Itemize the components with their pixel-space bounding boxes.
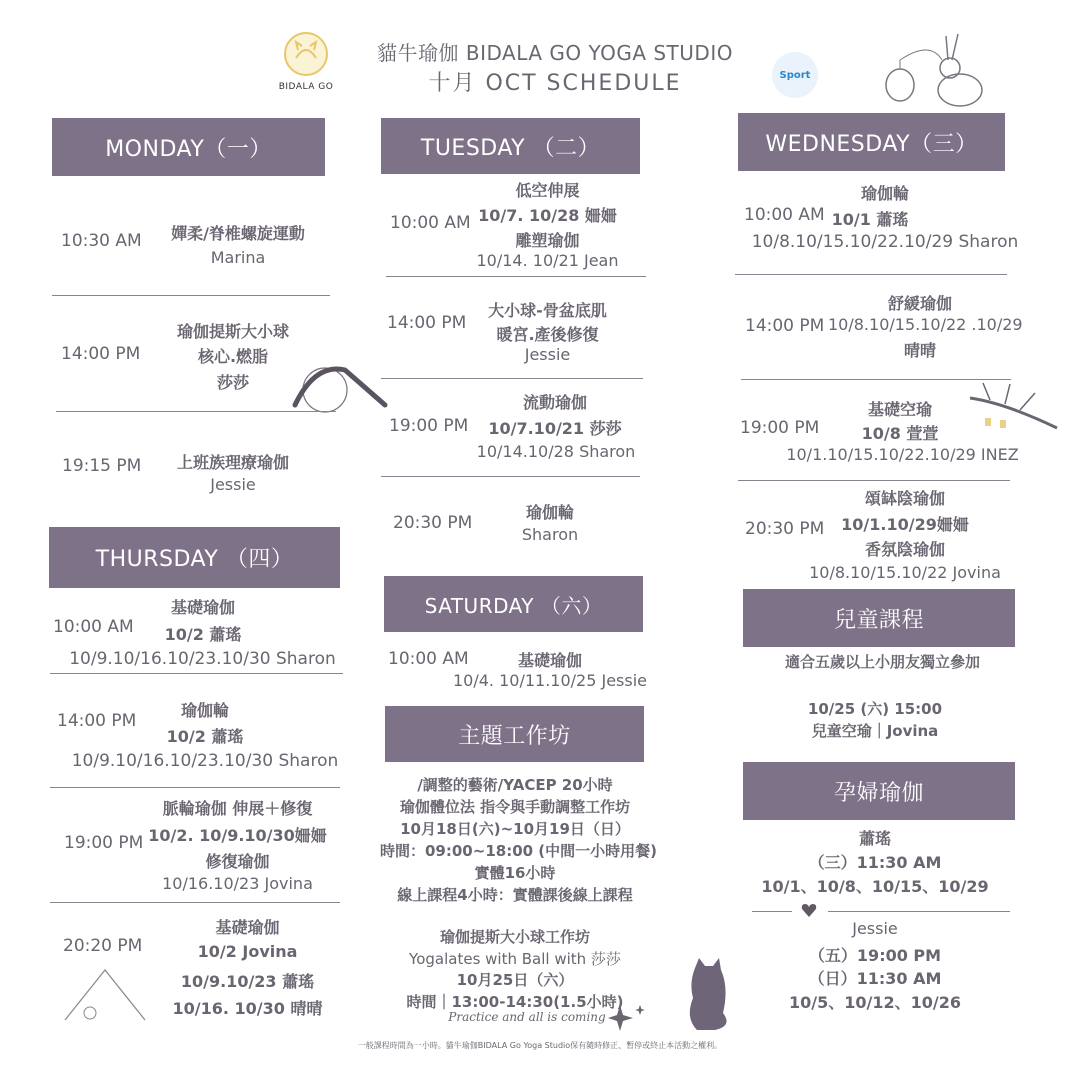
wednesday-class-4-line-4: 10/8.10/15.10/22 Jovina [809, 563, 1001, 582]
workshop-line-5: 實體16小時 [474, 864, 556, 882]
tuesday-class-2-line-2: 暖宮.產後修復 [496, 325, 599, 344]
wednesday-time-1: 10:00 AM [744, 205, 825, 225]
tuesday-class-1-line-1: 低空伸展 [515, 181, 580, 200]
wednesday-divider-1 [735, 274, 1007, 275]
thursday-class-2-line-1: 瑜伽輪 [180, 701, 229, 720]
ball-workshop-line-1: 瑜伽提斯大小球工作坊 [439, 928, 590, 946]
sport-badge [772, 52, 818, 98]
monday-class-1-line-1: 嬋柔/脊椎螺旋運動 [171, 224, 305, 243]
tuesday-divider-2 [381, 378, 643, 379]
tuesday-divider-1 [386, 276, 646, 277]
thursday-class-3-line-1: 脈輪瑜伽 伸展＋修復 [162, 799, 313, 818]
heart-icon [801, 903, 817, 918]
wednesday-class-1-line-1: 瑜伽輪 [860, 184, 909, 203]
monday-class-3-line-2: Jessie [210, 475, 256, 494]
sparkle-icon [608, 1003, 648, 1033]
thursday-class-3-line-3: 修復瑜伽 [205, 852, 270, 871]
tuesday-class-1-line-2: 10/7. 10/28 姍姍 [478, 206, 617, 225]
thursday-time-4: 20:20 PM [63, 936, 143, 956]
tuesday-time-2: 14:00 PM [387, 313, 467, 333]
prenatal-divider-right [828, 911, 1010, 912]
wednesday-class-2-line-1: 舒緩瑜伽 [887, 294, 952, 313]
wednesday-class-4-line-3: 香氛陰瑜伽 [864, 540, 945, 559]
logo-text: BIDALA GO [278, 82, 334, 92]
monday-divider-1 [52, 295, 330, 296]
thursday-time-1: 10:00 AM [53, 617, 134, 637]
saturday-class-1-line-1: 基礎瑜伽 [517, 651, 582, 670]
thursday-time-3: 19:00 PM [64, 833, 144, 853]
monday-class-2-line-2: 核心.燃脂 [197, 347, 269, 366]
tuesday-class-3-line-1: 流動瑜伽 [522, 393, 587, 412]
wednesday-time-2: 14:00 PM [745, 316, 825, 336]
saturday-header: SATURDAY （六） [384, 576, 643, 632]
thursday-header: THURSDAY （四） [49, 527, 340, 588]
thursday-class-1-line-2: 10/2 蕭瑤 [164, 625, 242, 644]
tuesday-time-4: 20:30 PM [393, 513, 473, 533]
schedule-title: 十月 OCT SCHEDULE [428, 71, 682, 96]
prenatal-1-line-3: 10/1、10/8、10/15、10/29 [761, 877, 989, 896]
monday-time-3: 19:15 PM [62, 456, 142, 476]
tuesday-class-3-line-3: 10/14.10/28 Sharon [476, 442, 636, 461]
sport-badge-text: Sport [779, 69, 811, 81]
prenatal-2-line-4: 10/5、10/12、10/26 [789, 993, 961, 1012]
tuesday-class-2-line-3: Jessie [524, 345, 571, 364]
prenatal-header: 孕婦瑜伽 [743, 762, 1015, 820]
studio-title: 貓牛瑜伽 BIDALA GO YOGA STUDIO [377, 41, 733, 65]
workshop-line-3: 10月18日(六)~10月19日（日） [400, 820, 630, 838]
monday-time-2: 14:00 PM [61, 344, 141, 364]
wednesday-class-4-line-2: 10/1.10/29姍姍 [841, 515, 969, 534]
kids-class: 兒童空瑜｜Jovina [811, 722, 939, 740]
thursday-class-2-line-2: 10/2 蕭瑤 [166, 727, 244, 746]
cat-silhouette-icon [685, 958, 735, 1033]
tuesday-time-3: 19:00 PM [389, 416, 469, 436]
prenatal-2-line-3: （日）11:30 AM [808, 969, 942, 988]
thursday-class-4-line-3: 10/9.10/23 蕭瑤 [180, 972, 315, 991]
thursday-class-3-line-4: 10/16.10/23 Jovina [162, 874, 313, 893]
prenatal-1-line-2: （三）11:30 AM [808, 853, 942, 872]
thursday-class-4-line-2: 10/2 Jovina [197, 942, 298, 961]
thursday-class-4-line-4: 10/16. 10/30 晴晴 [172, 999, 323, 1018]
cat-logo-icon [282, 30, 330, 78]
wednesday-class-3-line-2: 10/8 萱萱 [861, 424, 939, 443]
workshop-line-2: 瑜伽體位法 指令與手動調整工作坊 [399, 798, 631, 816]
tuesday-class-4-line-2: Sharon [521, 525, 579, 544]
workshop-line-4: 時間：09:00~18:00 (中間一小時用餐) [380, 842, 657, 860]
thursday-divider-2 [50, 787, 340, 788]
tuesday-header: TUESDAY （二） [381, 118, 640, 174]
thursday-divider-3 [50, 902, 340, 903]
thursday-class-3-line-2: 10/2. 10/9.10/30姍姍 [148, 826, 327, 845]
wednesday-class-2-line-3: 晴晴 [903, 341, 936, 360]
monday-class-2-line-1: 瑜伽提斯大小球 [176, 322, 289, 341]
prenatal-2-line-1: Jessie [852, 919, 898, 938]
monday-class-3-line-1: 上班族理療瑜伽 [176, 453, 289, 472]
saturday-time-1: 10:00 AM [388, 649, 469, 669]
ball-workshop-line-3: 10月25日（六） [456, 971, 574, 989]
ball-workshop-line-2: Yogalates with Ball with 莎莎 [409, 950, 621, 968]
wednesday-header: WEDNESDAY（三） [738, 113, 1005, 171]
thursday-class-4-line-1: 基礎瑜伽 [215, 918, 280, 937]
prenatal-2-line-2: （五）19:00 PM [808, 946, 942, 965]
rabbit-lantern-icon [880, 30, 990, 110]
monday-class-1-line-2: Marina [210, 248, 266, 267]
monday-time-1: 10:30 AM [61, 231, 142, 251]
wednesday-time-4: 20:30 PM [745, 519, 825, 539]
wednesday-class-1-line-2: 10/1 蕭瑤 [831, 210, 909, 229]
thursday-time-2: 14:00 PM [57, 711, 137, 731]
wednesday-class-3-line-1: 基礎空瑜 [867, 400, 932, 419]
workshop-line-6: 線上課程4小時：實體課後線上課程 [397, 886, 633, 904]
tuesday-class-1-line-3: 雕塑瑜伽 [515, 231, 580, 250]
monday-divider-2 [56, 411, 336, 412]
prenatal-1-line-1: 蕭瑤 [858, 829, 891, 848]
wednesday-divider-3 [738, 480, 1010, 481]
tuesday-class-2-line-1: 大小球-骨盆底肌 [488, 301, 607, 320]
kids-subtitle: 適合五歲以上小朋友獨立參加 [784, 653, 980, 671]
kids-header: 兒童課程 [743, 589, 1015, 647]
thursday-class-1-line-3: 10/9.10/16.10/23.10/30 Sharon [69, 649, 336, 669]
wednesday-time-3: 19:00 PM [740, 418, 820, 438]
tuesday-time-1: 10:00 AM [390, 213, 471, 233]
wednesday-class-1-line-3: 10/8.10/15.10/22.10/29 Sharon [751, 232, 1019, 252]
footer-note: 一般課程時間為一小時。貓牛瑜伽BIDALA Go Yoga Studio保有隨時修正、暫停或終止本活動之權利。 [357, 1041, 723, 1050]
saturday-class-1-line-2: 10/4. 10/11.10/25 Jessie [452, 671, 647, 690]
monday-class-2-line-3: 莎莎 [216, 373, 249, 392]
workshop-header: 主題工作坊 [385, 706, 644, 762]
wednesday-class-2-line-2: 10/8.10/15.10/22 .10/29 [828, 315, 1023, 334]
logo [276, 30, 336, 100]
monday-header: MONDAY（一） [52, 118, 325, 176]
wednesday-class-3-line-3: 10/1.10/15.10/22.10/29 INEZ [786, 445, 1019, 464]
tuesday-class-3-line-2: 10/7.10/21 莎莎 [488, 419, 622, 438]
thursday-divider-1 [50, 673, 343, 674]
ball-workshop-line-4: 時間｜13:00-14:30(1.5小時) [406, 993, 624, 1011]
tuesday-divider-3 [381, 476, 640, 477]
thursday-class-1-line-1: 基礎瑜伽 [170, 598, 235, 617]
prenatal-divider-left [752, 911, 792, 912]
script-tagline: Practice and all is coming [448, 1010, 606, 1024]
thursday-class-2-line-3: 10/9.10/16.10/23.10/30 Sharon [71, 751, 339, 771]
kids-date: 10/25 (六) 15:00 [807, 700, 943, 718]
tuesday-class-1-line-4: 10/14. 10/21 Jean [476, 251, 619, 270]
workshop-line-1: /調整的藝術/YACEP 20小時 [417, 776, 613, 794]
branch-illustration-icon [965, 378, 1060, 440]
tuesday-class-4-line-1: 瑜伽輪 [525, 503, 574, 522]
downward-dog-figure-icon [60, 965, 155, 1025]
wednesday-class-4-line-1: 頌缽陰瑜伽 [864, 489, 945, 508]
